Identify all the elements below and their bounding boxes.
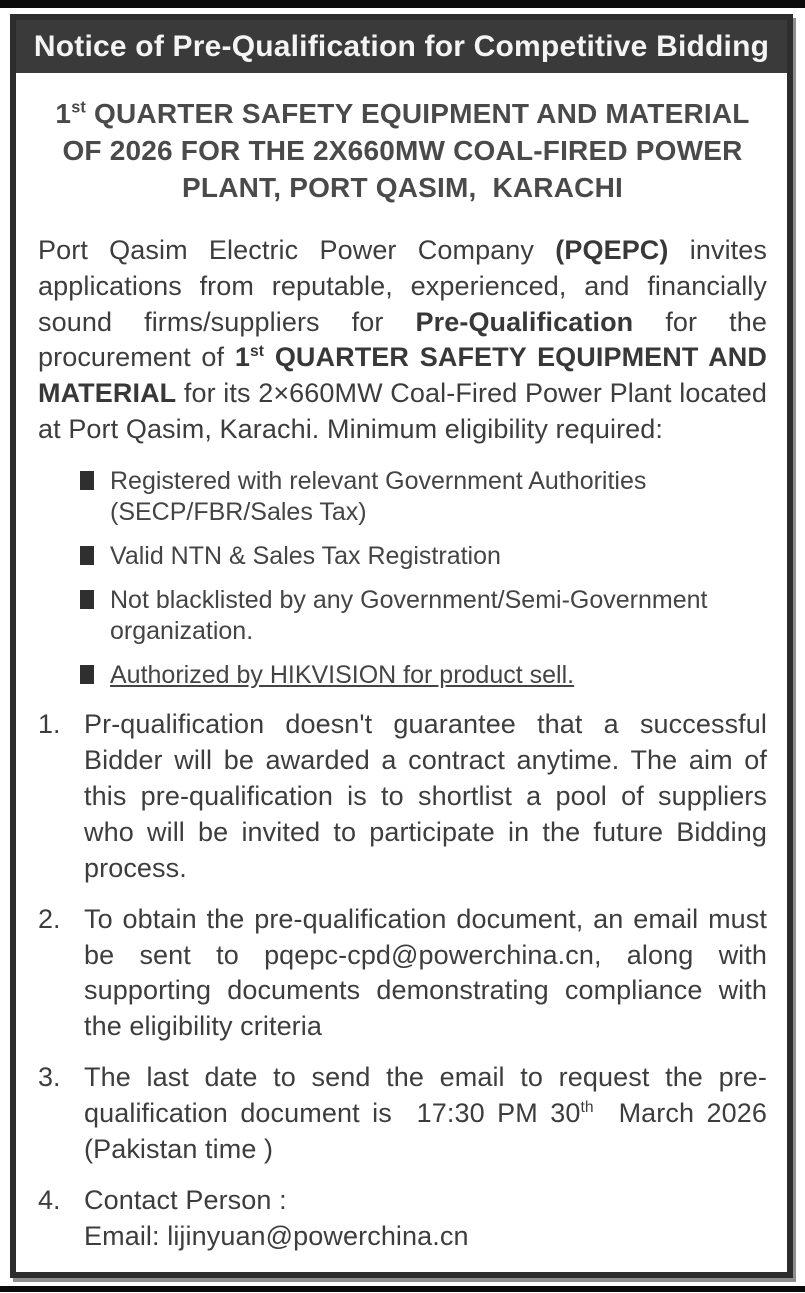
eligibility-item-text: Valid NTN & Sales Tax Registration [110, 542, 501, 571]
notice-header-title: Notice of Pre-Qualification for Competitive Bidding [33, 29, 770, 63]
bottom-black-bar [0, 1286, 805, 1292]
terms-item-contact [38, 1183, 767, 1255]
intro-text: invites applications from reputable, experienced, and financially sound firms/suppliers for [38, 234, 767, 337]
eligibility-item-hikvision [80, 660, 767, 691]
terms-item-text: To obtain the pre-qualification document, an email must be sent to pqepc-cpd@powerchina.cn, along with supporting documents demonstrating compliance with the eligibility criteria [84, 903, 767, 1042]
prequalification-emphasis: Pre-Qualification [415, 306, 634, 337]
subject-title-text: QUARTER SAFETY EQUIPMENT AND MATERIAL OF 2026 FOR THE 2X660MW COAL-FIRED POWER PLANT, PORT QASIM, KARACHI [62, 98, 750, 204]
terms-item-text: Pr-qualification doesn't guarantee that a successful Bidder will be awarded a contract anytime. The aim of this pre-qualification is to shortlist a pool of suppliers who will be invited to participate in the future Bidding process. [84, 709, 767, 883]
date-ordinal: th [580, 1099, 594, 1117]
terms-item-number: 4. [38, 1185, 61, 1216]
terms-list [38, 707, 767, 1255]
terms-item-number: 1. [38, 709, 61, 740]
intro-text: for its 2×660MW Coal-Fired Power Plant located at Port Qasim, Karachi. Minimum eligibility required: [38, 378, 767, 445]
eligibility-item-text: Not blacklisted by any Government/Semi-Government organization. [110, 586, 708, 646]
square-bullet-icon [80, 471, 94, 490]
contact-email: Email: lijinyuan@powerchina.cn [84, 1220, 469, 1251]
eligibility-item-registration [80, 466, 767, 528]
terms-item-obtain-document [38, 902, 767, 1046]
terms-item-number: 3. [38, 1062, 61, 1093]
terms-item-text: The last date to send the email to request the pre-qualification document is 17:30 PM 30th March 2026 (Pakistan time ) [84, 1062, 767, 1165]
subject-title-number: 1 [55, 98, 72, 129]
notice-body [16, 73, 787, 1278]
terms-item-text [84, 1183, 767, 1255]
square-bullet-icon [80, 546, 94, 565]
eligibility-list [38, 466, 767, 691]
terms-item-deadline [38, 1060, 767, 1168]
top-black-bar [0, 0, 805, 8]
company-abbreviation: (PQEPC) [555, 234, 669, 265]
eligibility-item-text: Registered with relevant Government Authorities (SECP/FBR/Sales Tax) [110, 467, 647, 527]
square-bullet-icon [80, 590, 94, 609]
subject-title [44, 95, 761, 207]
square-bullet-icon [80, 665, 94, 684]
intro-text: for the procurement of [38, 306, 767, 373]
intro-paragraph [38, 233, 767, 448]
eligibility-item-blacklist [80, 585, 767, 647]
terms-item-number: 2. [38, 903, 61, 934]
subject-emphasis: 1st QUARTER SAFETY EQUIPMENT AND MATERIAL [38, 342, 768, 409]
intro-text: Port Qasim Electric Power Company [38, 234, 556, 265]
subject-title-ordinal: st [71, 98, 87, 117]
contact-person-label: Contact Person : [84, 1185, 287, 1216]
notice-header-bar [16, 20, 787, 73]
eligibility-item-text-underlined: Authorized by HIKVISION for product sell. [110, 661, 575, 690]
notice-container [10, 14, 793, 1278]
eligibility-item-ntn [80, 541, 767, 572]
terms-item-guarantee [38, 707, 767, 887]
